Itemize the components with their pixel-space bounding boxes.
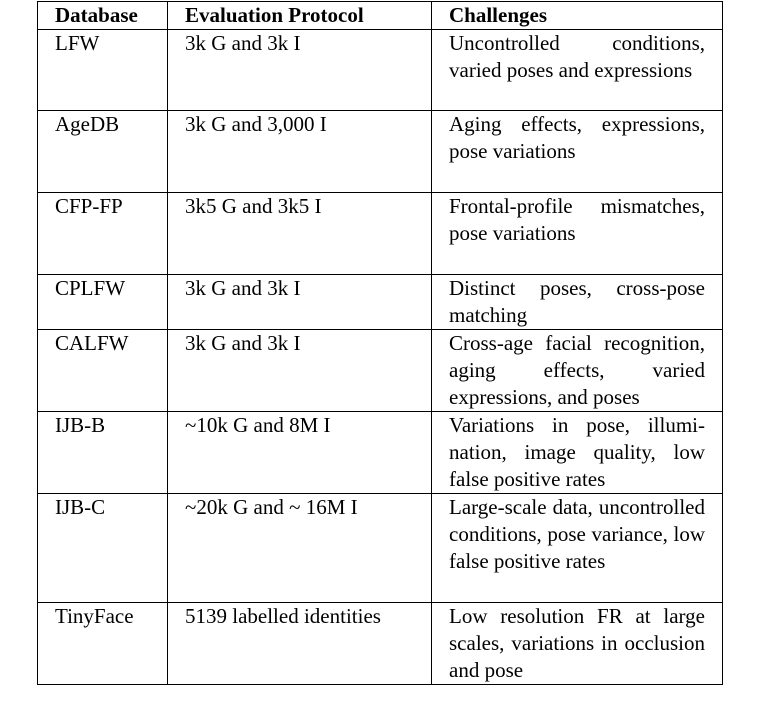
header-database: Database	[38, 2, 168, 30]
table-row	[38, 412, 723, 494]
cell-database: IJB-C	[38, 494, 168, 603]
cell-database: AgeDB	[38, 111, 168, 193]
cell-protocol: 3k G and 3k I	[168, 330, 432, 412]
cell-protocol: ~20k G and ~ 16M I	[168, 494, 432, 603]
cell-challenges: Aging effects, expressions, pose variations	[432, 111, 723, 193]
cell-protocol: 3k G and 3k I	[168, 30, 432, 111]
table-row	[38, 330, 723, 412]
table-row	[38, 275, 723, 330]
table-row	[38, 111, 723, 193]
table-header-row	[38, 2, 723, 30]
cell-database: CPLFW	[38, 275, 168, 330]
cell-protocol: 3k G and 3,000 I	[168, 111, 432, 193]
header-challenges: Challenges	[432, 2, 723, 30]
cell-challenges: Low resolution FR at large scales, variations in occlusion and pose	[432, 603, 723, 685]
header-evaluation-protocol: Evaluation Protocol	[168, 2, 432, 30]
cell-challenges: Uncontrolled conditions, varied poses and expressions	[432, 30, 723, 111]
cell-database: CFP-FP	[38, 193, 168, 275]
cell-protocol: ~10k G and 8M I	[168, 412, 432, 494]
cell-challenges: Cross-age facial recognition, aging effects, varied expressions, and poses	[432, 330, 723, 412]
cell-challenges: Distinct poses, cross-pose matching	[432, 275, 723, 330]
cell-database: IJB-B	[38, 412, 168, 494]
cell-protocol: 5139 labelled identities	[168, 603, 432, 685]
database-table	[37, 1, 723, 685]
cell-protocol: 3k G and 3k I	[168, 275, 432, 330]
cell-challenges: Frontal-profile mismatches, pose variations	[432, 193, 723, 275]
cell-challenges: Variations in pose, illumination, image quality, low false positive rates	[432, 412, 723, 494]
cell-database: CALFW	[38, 330, 168, 412]
table-row	[38, 193, 723, 275]
cell-protocol: 3k5 G and 3k5 I	[168, 193, 432, 275]
table-row	[38, 30, 723, 111]
cell-database: TinyFace	[38, 603, 168, 685]
cell-challenges: Large-scale data, uncontrolled conditions, pose variance, low false positive rates	[432, 494, 723, 603]
table-row	[38, 494, 723, 603]
table-row	[38, 603, 723, 685]
cell-database: LFW	[38, 30, 168, 111]
